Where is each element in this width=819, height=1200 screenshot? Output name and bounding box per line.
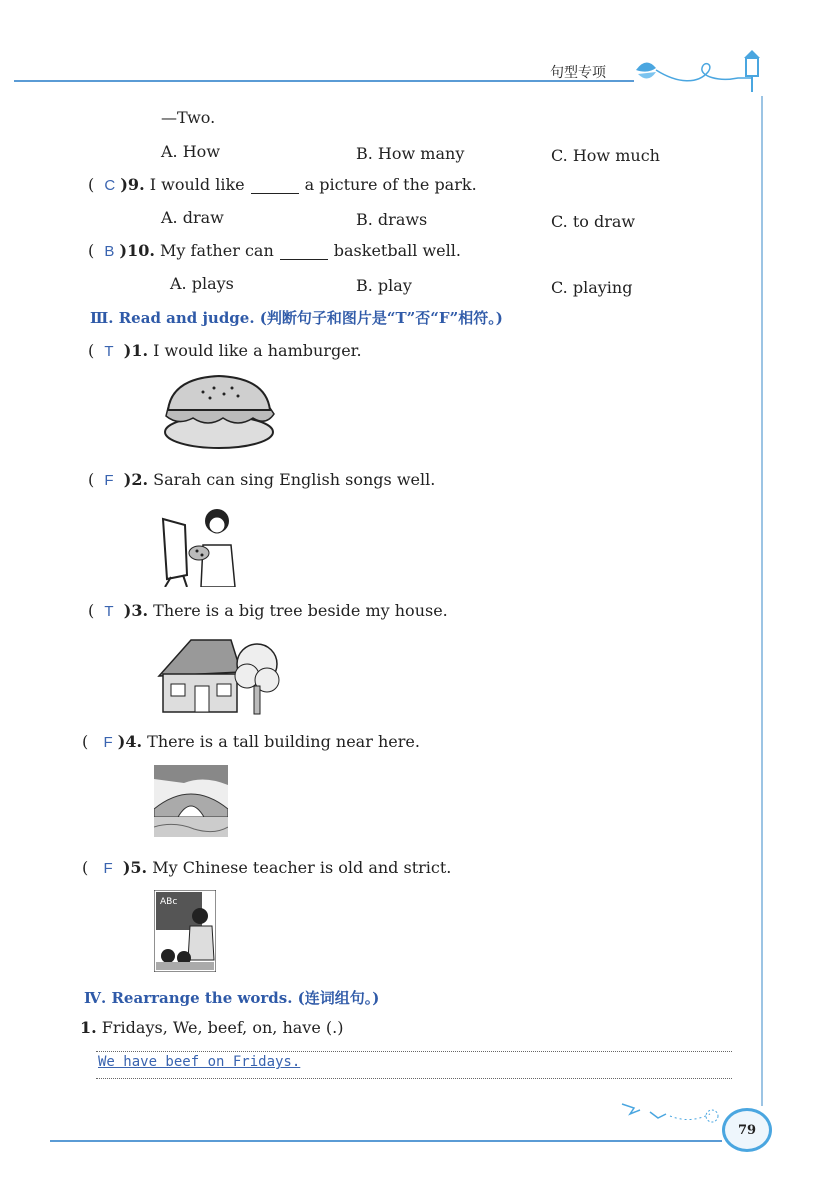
footer-rule bbox=[50, 1140, 722, 1142]
continued-answer: —Two. bbox=[161, 108, 216, 127]
judge-item-1: ( T )1. I would like a hamburger. bbox=[88, 341, 362, 360]
house-and-tree-illustration bbox=[157, 636, 281, 718]
judge-item-3: ( T )3. There is a big tree beside my house. bbox=[88, 601, 448, 620]
judge-item-4: ( F )4. There is a tall building near here. bbox=[82, 732, 420, 751]
hamburger-illustration bbox=[158, 372, 280, 454]
section-3-title: Ⅲ. Read and judge. (判断句子和图片是“T”否“F”相符。) bbox=[90, 309, 503, 327]
q9-option-c: C. to draw bbox=[551, 212, 636, 231]
q10-option-a: A. plays bbox=[170, 274, 234, 293]
teacher-classroom-illustration bbox=[154, 890, 216, 972]
question-9: ( C )9. I would like a picture of the park. bbox=[88, 175, 477, 194]
q9-option-a: A. draw bbox=[161, 208, 224, 227]
bridge-photo-illustration bbox=[154, 765, 228, 837]
q8-option-b: B. How many bbox=[356, 144, 465, 163]
rearrange-answer-1: We have beef on Fridays. bbox=[98, 1054, 301, 1070]
butterfly-vine-decoration bbox=[628, 44, 768, 92]
header-rule bbox=[14, 80, 634, 82]
footer-bird-decoration bbox=[620, 1094, 730, 1130]
page-number-badge: 79 bbox=[722, 1108, 772, 1152]
judge-item-5: ( F )5. My Chinese teacher is old and strict. bbox=[82, 858, 452, 877]
girl-painting-illustration bbox=[157, 505, 237, 587]
q9-option-b: B. draws bbox=[356, 210, 428, 229]
section-4-title: Ⅳ. Rearrange the words. (连词组句。) bbox=[84, 989, 380, 1007]
q9-blank bbox=[251, 179, 299, 194]
q8-option-c: C. How much bbox=[551, 146, 660, 165]
blackboard-text: ABc bbox=[160, 897, 178, 907]
q8-option-a: A. How bbox=[161, 142, 221, 161]
q10-option-b: B. play bbox=[356, 276, 412, 295]
right-margin-rule bbox=[761, 96, 763, 1106]
question-10: ( B )10. My father can basketball well. bbox=[88, 241, 461, 260]
q10-blank bbox=[280, 245, 328, 260]
header-title: 句型专项 bbox=[550, 65, 606, 81]
judge-item-2: ( F )2. Sarah can sing English songs well. bbox=[88, 470, 436, 489]
q10-option-c: C. playing bbox=[551, 278, 633, 297]
answer-line-bottom bbox=[96, 1078, 732, 1079]
q10-answer: B bbox=[104, 243, 115, 260]
rearrange-item-1: 1. Fridays, We, beef, on, have (.) bbox=[80, 1018, 344, 1037]
answer-line-top bbox=[96, 1051, 732, 1052]
q9-answer: C bbox=[104, 177, 116, 194]
